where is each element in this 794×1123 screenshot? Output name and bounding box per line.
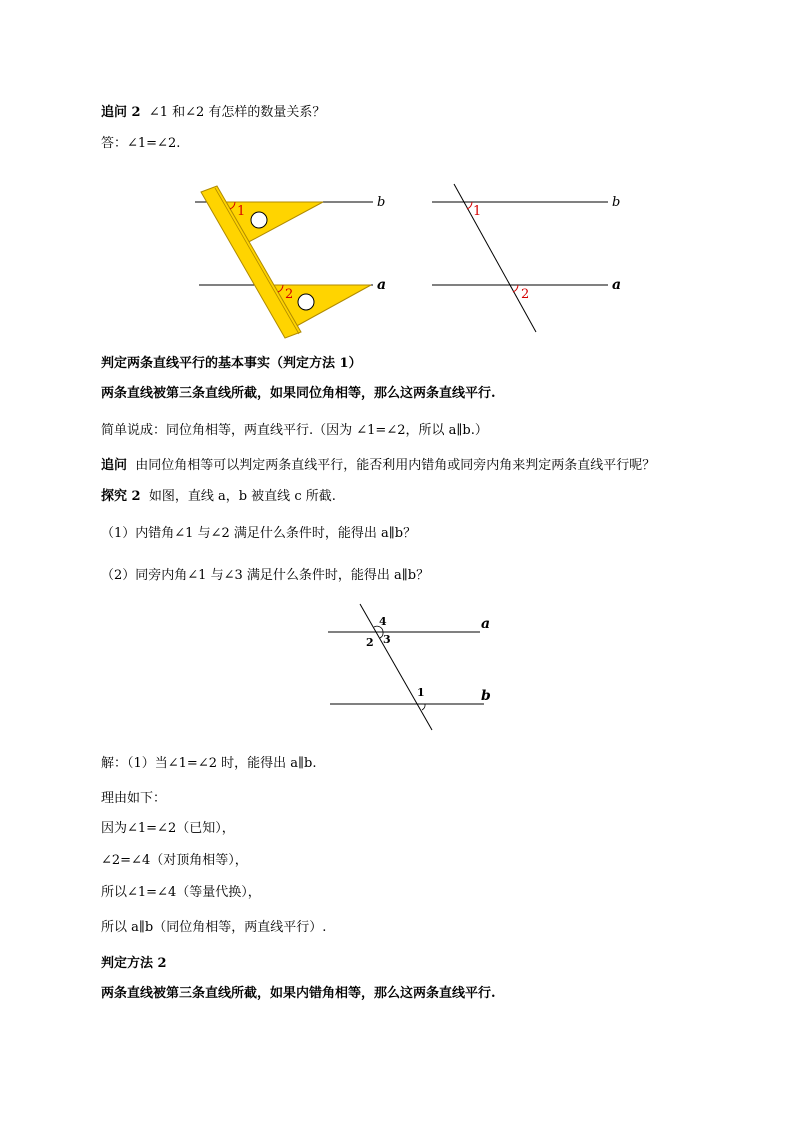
answer-line: 答：∠1=∠2. bbox=[101, 136, 181, 151]
solution-line-3: 因为∠1=∠2（已知）， bbox=[101, 821, 235, 836]
solution-line-6: 所以 a∥b（同位角相等，两直线平行）. bbox=[101, 920, 327, 935]
set-square-lower-hole bbox=[298, 294, 314, 310]
solution-line-5: 所以∠1=∠4（等量代换）， bbox=[101, 885, 261, 900]
line-b-label: b bbox=[612, 195, 621, 210]
solution-line-4: ∠2=∠4（对顶角相等）， bbox=[101, 853, 248, 868]
line-b-label: b bbox=[377, 195, 386, 210]
angle-1-mark bbox=[422, 704, 425, 710]
fact-title: 判定两条直线平行的基本事实（判定方法 1） bbox=[101, 356, 362, 371]
simple-statement: 简单说成：同位角相等，两直线平行.（因为 ∠1=∠2，所以 a∥b.） bbox=[101, 423, 488, 438]
explore-2 bbox=[101, 488, 336, 506]
angle-3-label: 3 bbox=[383, 633, 391, 646]
explore-label: 探究 2 bbox=[101, 489, 141, 504]
method-2-body: 两条直线被第三条直线所截，如果内错角相等，那么这两条直线平行. bbox=[101, 986, 496, 1001]
transversal bbox=[454, 184, 536, 332]
method-2-title: 判定方法 2 bbox=[101, 956, 167, 971]
question-2-text: ∠1 和∠2 有怎样的数量关系？ bbox=[148, 105, 326, 120]
solution-line-2: 理由如下： bbox=[101, 791, 167, 806]
line-a-label: a bbox=[481, 616, 491, 632]
transversal-c bbox=[360, 604, 432, 730]
followup-question bbox=[101, 457, 655, 475]
solution-line-1: 解：（1）当∠1=∠2 时，能得出 a∥b. bbox=[101, 756, 317, 771]
figure-transversal-angles bbox=[328, 600, 508, 740]
question-2 bbox=[101, 104, 325, 122]
fact-body: 两条直线被第三条直线所截，如果同位角相等，那么这两条直线平行. bbox=[101, 386, 496, 401]
explore-text: 如图，直线 a，b 被直线 c 所截. bbox=[148, 489, 336, 504]
figure-set-square bbox=[195, 182, 395, 342]
line-a-label: a bbox=[612, 277, 622, 293]
question-part-1: （1）内错角∠1 与∠2 满足什么条件时，能得出 a∥b？ bbox=[101, 526, 417, 541]
question-part-2: （2）同旁内角∠1 与∠3 满足什么条件时，能得出 a∥b？ bbox=[101, 568, 430, 583]
angle-1-label: 1 bbox=[417, 686, 425, 699]
followup-text: 由同位角相等可以判定两条直线平行，能否利用内错角或同旁内角来判定两条直线平行呢？ bbox=[135, 458, 656, 473]
angle-1-label: 1 bbox=[237, 204, 246, 219]
followup-label: 追问 bbox=[101, 458, 128, 473]
angle-4-label: 4 bbox=[379, 615, 387, 628]
question-2-label: 追问 2 bbox=[101, 105, 141, 120]
line-b-label: b bbox=[481, 688, 491, 704]
angle-2-label: 2 bbox=[366, 636, 374, 649]
angle-1-label: 1 bbox=[473, 204, 482, 219]
figure-parallel-lines bbox=[430, 182, 630, 342]
angle-2-label: 2 bbox=[521, 287, 530, 302]
line-a-label: a bbox=[377, 277, 387, 293]
angle-2-label: 2 bbox=[285, 287, 294, 302]
set-square-upper-hole bbox=[251, 212, 267, 228]
